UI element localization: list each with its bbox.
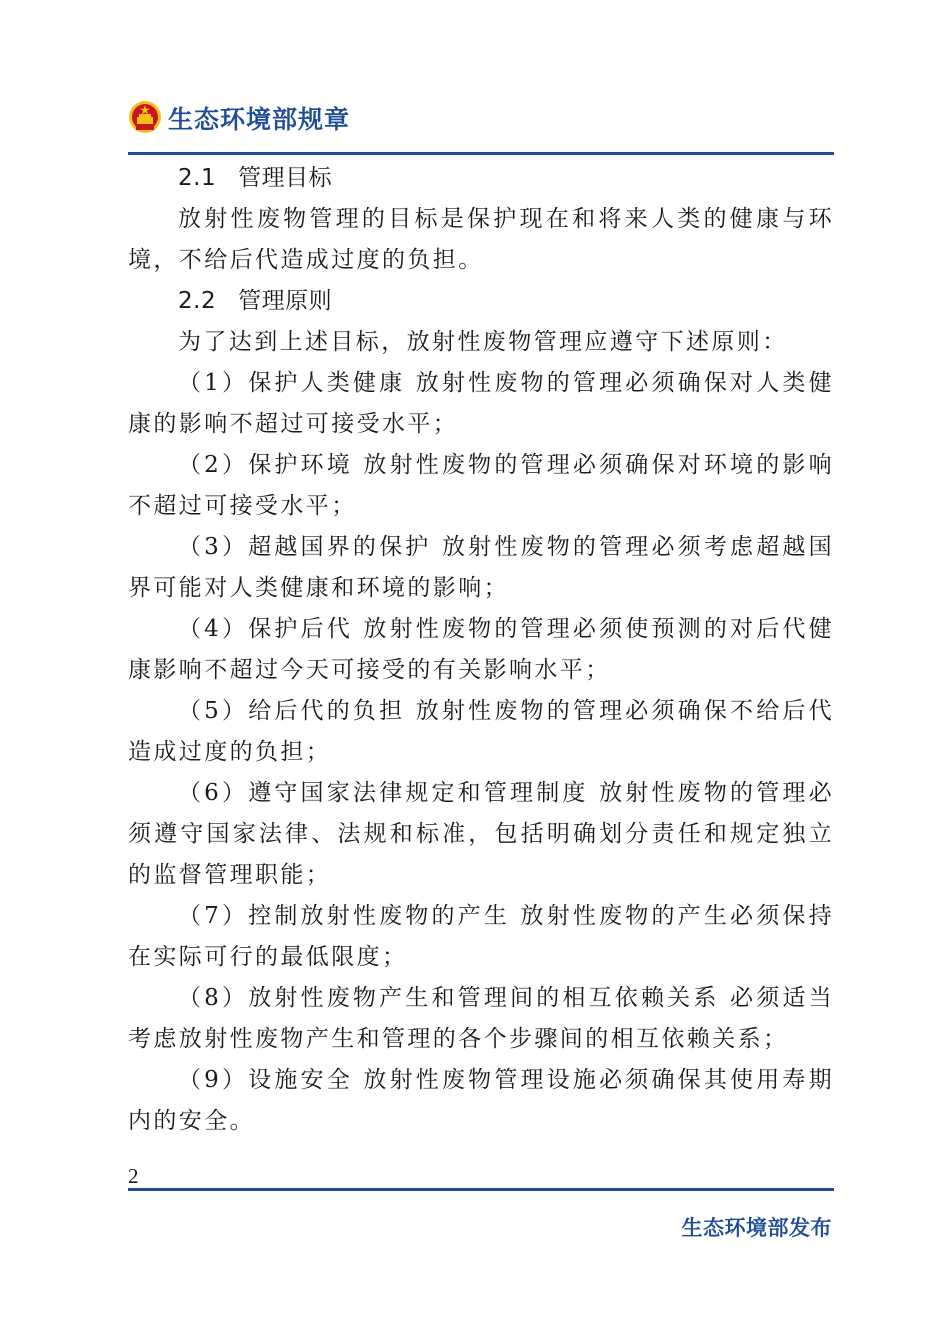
header-divider bbox=[128, 152, 834, 155]
principle-item: （1）保护人类健康 放射性废物的管理必须确保对人类健康的影响不超过可接受水平； bbox=[128, 370, 834, 437]
principle-item: （9）设施安全 放射性废物管理设施必须确保其使用寿期内的安全。 bbox=[128, 1067, 834, 1134]
section-number: 2.2 bbox=[178, 288, 217, 314]
page-header bbox=[128, 96, 834, 156]
principle-item: （5）给后代的负担 放射性废物的管理必须确保不给后代造成过度的负担； bbox=[128, 698, 834, 765]
paragraph-intro: 为了达到上述目标，放射性废物管理应遵守下述原则： bbox=[178, 329, 788, 355]
document-body bbox=[128, 158, 834, 1142]
national-emblem-icon bbox=[128, 100, 162, 134]
principle-item: （3）超越国界的保护 放射性废物的管理必须考虑超越国界可能对人类健康和环境的影响； bbox=[128, 534, 834, 601]
footer-divider bbox=[128, 1188, 834, 1191]
principle-item: （6）遵守国家法律规定和管理制度 放射性废物的管理必须遵守国家法律、法规和标准，包括明确划分责任和规定独立的监督管理职能； bbox=[128, 780, 834, 888]
footer-publisher: 生态环境部发布 bbox=[681, 1216, 832, 1240]
principle-item: （7）控制放射性废物的产生 放射性废物的产生必须保持在实际可行的最低限度； bbox=[128, 903, 834, 970]
section-title: 管理原则 bbox=[238, 288, 333, 314]
section-heading-2-2 bbox=[128, 281, 834, 322]
principle-item: （2）保护环境 放射性废物的管理必须确保对环境的影响不超过可接受水平； bbox=[128, 452, 834, 519]
section-title: 管理目标 bbox=[238, 165, 333, 191]
page-number: 2 bbox=[128, 1164, 139, 1188]
principle-item: （8）放射性废物产生和管理间的相互依赖关系 必须适当考虑放射性废物产生和管理的各个步骤间的相互依赖关系； bbox=[128, 985, 834, 1052]
section-number: 2.1 bbox=[178, 165, 217, 191]
principle-item: （4）保护后代 放射性废物的管理必须使预测的对后代健康影响不超过今天可接受的有关影响水平； bbox=[128, 616, 834, 683]
paragraph-goal: 放射性废物管理的目标是保护现在和将来人类的健康与环境，不给后代造成过度的负担。 bbox=[128, 206, 834, 273]
header-title: 生态环境部规章 bbox=[168, 105, 351, 134]
section-heading-2-1 bbox=[128, 158, 834, 199]
